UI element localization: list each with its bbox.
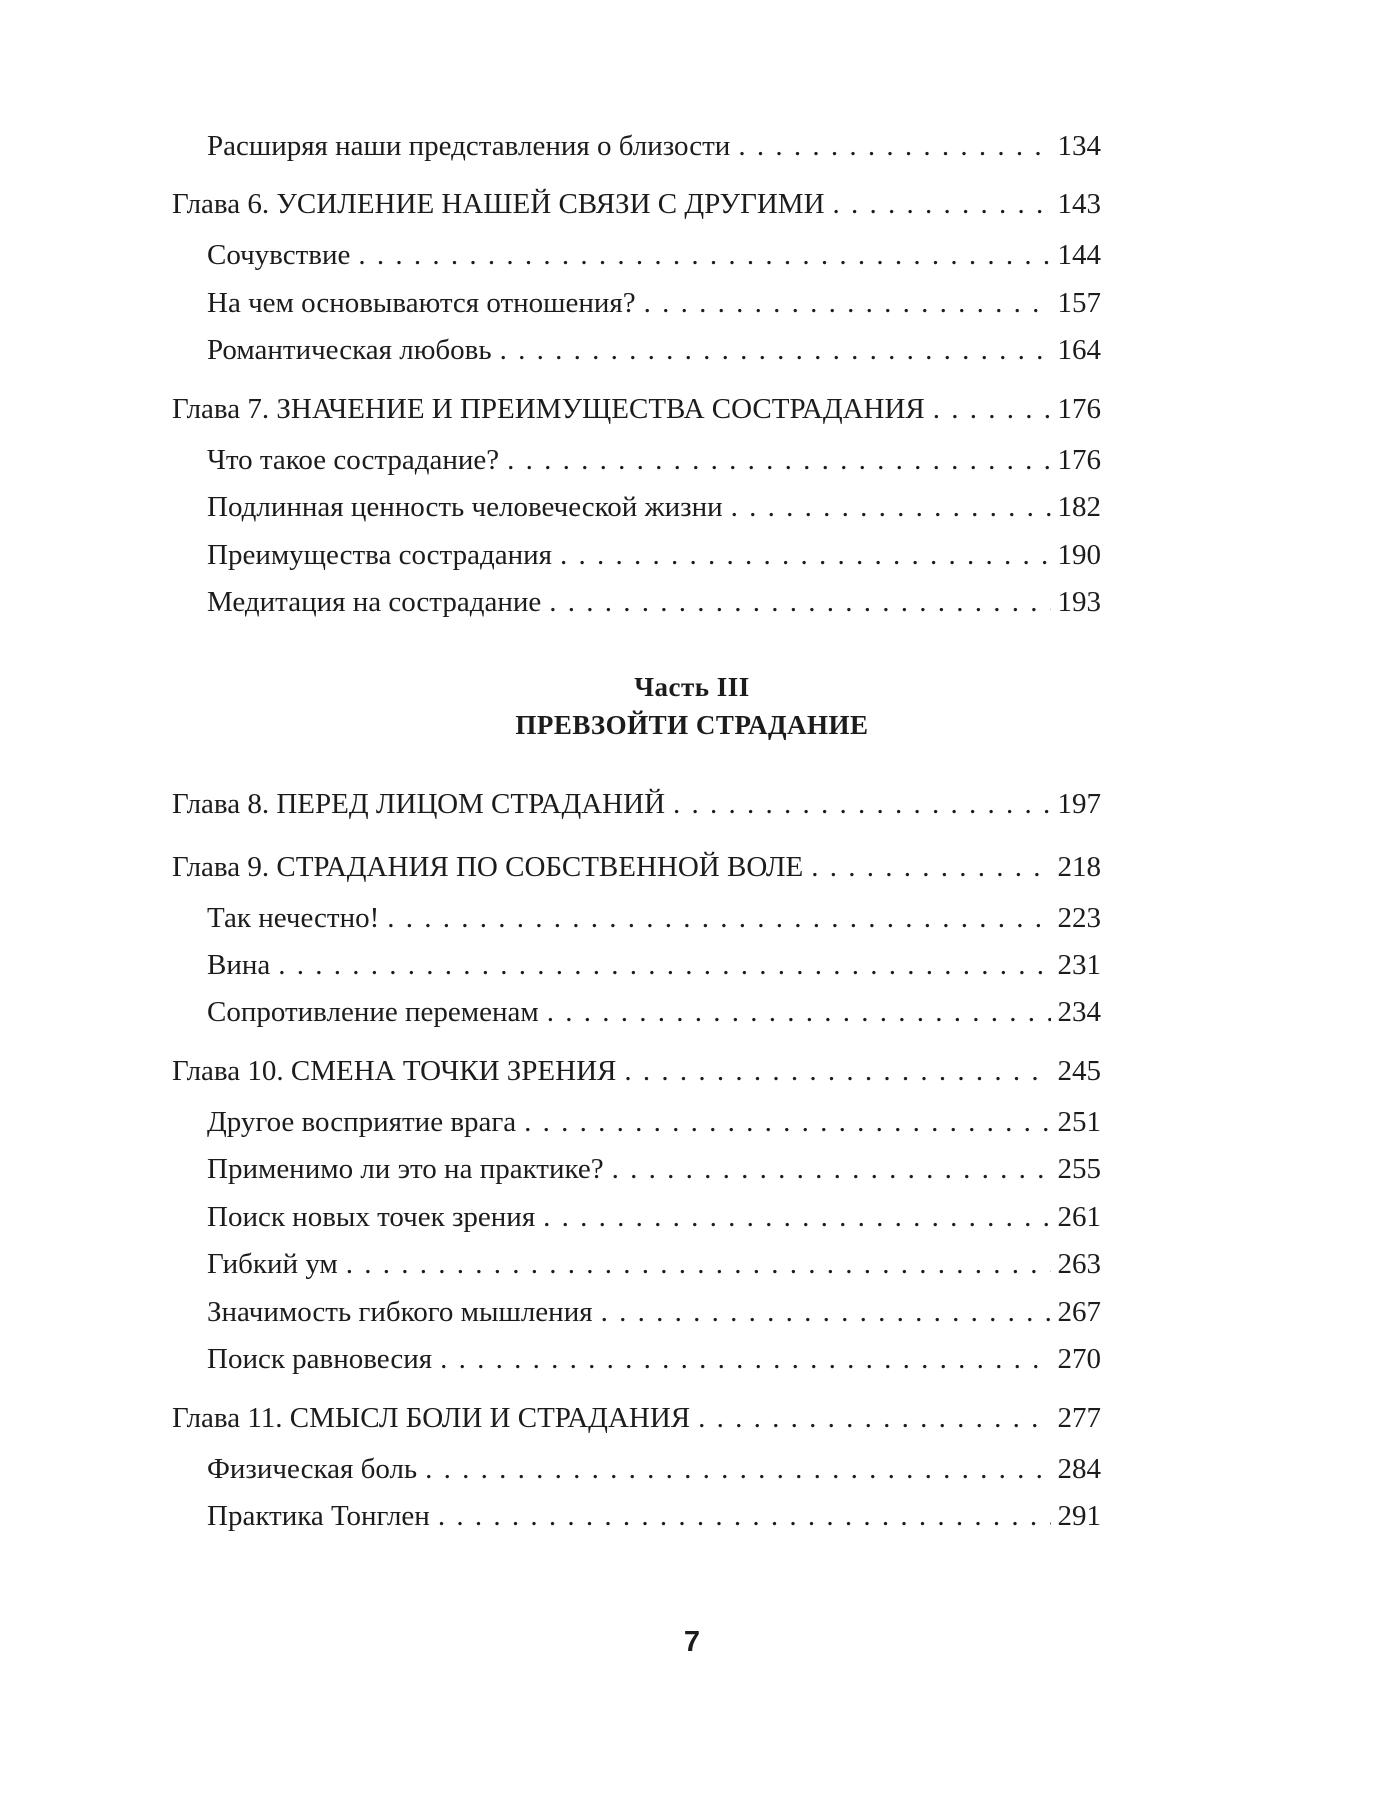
toc-entry-title: Сопротивление переменам xyxy=(207,996,539,1028)
toc-entry xyxy=(207,489,1101,525)
part-title: ПРЕВЗОЙТИ СТРАДАНИЕ xyxy=(515,710,869,740)
toc-chapter-entry xyxy=(172,1053,1101,1089)
toc-entry xyxy=(207,537,1101,573)
toc-entry-title: Глава 6. УСИЛЕНИЕ НАШЕЙ СВЯЗИ С ДРУГИМИ xyxy=(172,188,825,220)
toc-entry-title: Глава 11. СМЫСЛ БОЛИ И СТРАДАНИЯ xyxy=(172,1402,691,1434)
toc-entry-title: Глава 7. ЗНАЧЕНИЕ И ПРЕИМУЩЕСТВА СОСТРАДАНИЯ xyxy=(172,393,925,425)
toc-leader-dots xyxy=(738,128,1051,164)
toc-chapter-entry xyxy=(172,849,1101,885)
toc-entry-title: Глава 9. СТРАДАНИЯ ПО СОБСТВЕННОЙ ВОЛЕ xyxy=(172,851,804,883)
toc-entry xyxy=(207,1246,1101,1282)
toc-entry xyxy=(207,285,1101,321)
toc-entry-title: Так нечестно! xyxy=(207,902,380,934)
toc-entry-page: 190 xyxy=(1057,539,1101,571)
toc-leader-dots xyxy=(547,994,1051,1030)
toc-entry-page: 277 xyxy=(1057,1402,1101,1434)
toc-leader-dots xyxy=(507,442,1051,478)
toc-entry-title: Применимо ли это на практике? xyxy=(207,1153,604,1185)
toc-leader-dots xyxy=(624,1053,1051,1089)
toc-entry-page: 193 xyxy=(1057,586,1101,618)
toc-entry-page: 223 xyxy=(1057,902,1101,934)
toc-entry-title: Романтическая любовь xyxy=(207,334,492,366)
toc-entry-page: 231 xyxy=(1057,949,1101,981)
toc-leader-dots xyxy=(524,1104,1051,1140)
toc-entry-page: 263 xyxy=(1057,1248,1101,1280)
toc-entry-title: Сочувствие xyxy=(207,239,351,271)
toc-leader-dots xyxy=(425,1451,1051,1487)
toc-entry xyxy=(207,1151,1101,1187)
toc-chapter-entry xyxy=(172,391,1101,427)
toc-entry-page: 291 xyxy=(1057,1500,1101,1532)
toc-entry-page: 197 xyxy=(1057,788,1101,820)
toc-leader-dots xyxy=(673,786,1051,822)
toc-entry xyxy=(207,1294,1101,1330)
toc-entry xyxy=(207,1341,1101,1377)
toc-entry-title: Подлинная ценность человеческой жизни xyxy=(207,491,723,523)
toc-entry-title: Практика Тонглен xyxy=(207,1500,430,1532)
toc-entry-page: 245 xyxy=(1057,1055,1101,1087)
toc-entry xyxy=(207,1498,1101,1534)
toc-entry-page: 284 xyxy=(1057,1453,1101,1485)
toc-entry-title: Что такое сострадание? xyxy=(207,444,500,476)
toc-entry xyxy=(207,128,1101,164)
toc-entry-title: Расширяя наши представления о близости xyxy=(207,130,731,162)
toc-leader-dots xyxy=(387,900,1051,936)
toc-leader-dots xyxy=(644,285,1051,321)
toc-entry xyxy=(207,442,1101,478)
toc-leader-dots xyxy=(500,332,1051,368)
toc-leader-dots xyxy=(438,1498,1051,1534)
toc-leader-dots xyxy=(440,1341,1051,1377)
toc-entry xyxy=(207,1451,1101,1487)
toc-entry-title: Медитация на сострадание xyxy=(207,586,542,618)
toc-entry xyxy=(207,1104,1101,1140)
toc-entry-title: Поиск новых точек зрения xyxy=(207,1201,536,1233)
toc-entry-page: 267 xyxy=(1057,1296,1101,1328)
toc-entry xyxy=(207,1199,1101,1235)
toc-entry-page: 261 xyxy=(1057,1201,1101,1233)
toc-leader-dots xyxy=(601,1294,1051,1330)
toc-leader-dots xyxy=(346,1246,1051,1282)
toc-leader-dots xyxy=(543,1199,1051,1235)
toc-entry-title: Глава 10. СМЕНА ТОЧКИ ЗРЕНИЯ xyxy=(172,1055,617,1087)
toc-entry-title: Преимущества сострадания xyxy=(207,539,552,571)
toc-leader-dots xyxy=(560,537,1051,573)
toc-leader-dots xyxy=(549,584,1051,620)
toc-entry-page: 144 xyxy=(1057,239,1101,271)
toc-entry-page: 176 xyxy=(1057,393,1101,425)
toc-entry-page: 164 xyxy=(1057,334,1101,366)
toc-leader-dots xyxy=(698,1400,1051,1436)
toc-leader-dots xyxy=(731,489,1051,525)
toc-entry-title: Вина xyxy=(207,949,271,981)
toc-entry-page: 182 xyxy=(1057,491,1101,523)
toc-entry-title: Другое восприятие врага xyxy=(207,1106,517,1138)
toc-entry xyxy=(207,332,1101,368)
part-label: Часть III xyxy=(634,672,750,702)
toc-entry-title: Значимость гибкого мышления xyxy=(207,1296,593,1328)
toc-leader-dots xyxy=(833,186,1051,222)
toc-entry xyxy=(207,994,1101,1030)
toc-leader-dots xyxy=(358,237,1051,273)
toc-leader-dots xyxy=(933,391,1051,427)
toc-entry-page: 157 xyxy=(1057,287,1101,319)
toc-chapter-entry xyxy=(172,786,1101,822)
toc-chapter-entry xyxy=(172,186,1101,222)
toc-entry xyxy=(207,900,1101,936)
toc-entry-page: 143 xyxy=(1057,188,1101,220)
toc-entry-page: 234 xyxy=(1057,996,1101,1028)
toc-entry-page: 176 xyxy=(1057,444,1101,476)
toc-entry-title: Глава 8. ПЕРЕД ЛИЦОМ СТРАДАНИЙ xyxy=(172,788,666,820)
toc-entry-title: Физическая боль xyxy=(207,1453,418,1485)
toc-leader-dots xyxy=(612,1151,1051,1187)
toc-leader-dots xyxy=(811,849,1051,885)
toc-entry xyxy=(207,237,1101,273)
toc-entry-page: 251 xyxy=(1057,1106,1101,1138)
toc-entry-page: 255 xyxy=(1057,1153,1101,1185)
toc-entry xyxy=(207,584,1101,620)
page-number: 7 xyxy=(683,1626,701,1658)
toc-entry-title: Гибкий ум xyxy=(207,1248,338,1280)
toc-entry-page: 270 xyxy=(1057,1343,1101,1375)
toc-entry-title: Поиск равновесия xyxy=(207,1343,433,1375)
toc-entry-title: На чем основываются отношения? xyxy=(207,287,636,319)
toc-entry-page: 218 xyxy=(1057,851,1101,883)
toc-entry-page: 134 xyxy=(1057,130,1101,162)
toc-leader-dots xyxy=(278,947,1051,983)
toc-entry xyxy=(207,947,1101,983)
toc-chapter-entry xyxy=(172,1400,1101,1436)
